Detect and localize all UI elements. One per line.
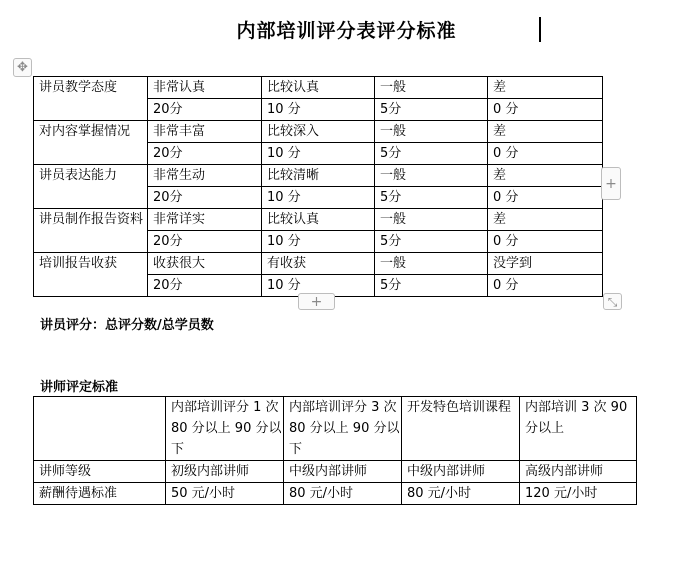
- score-cell[interactable]: 0 分: [488, 143, 603, 165]
- score-cell[interactable]: 5分: [375, 143, 488, 165]
- header-cell[interactable]: 内部培训 3 次 90 分以上: [520, 397, 637, 461]
- score-cell[interactable]: 5分: [375, 275, 488, 297]
- table-cell[interactable]: 120 元/小时: [520, 483, 637, 505]
- table-cell[interactable]: 讲师等级: [34, 461, 166, 483]
- level-cell[interactable]: 差: [488, 77, 603, 99]
- score-cell[interactable]: 10 分: [262, 231, 375, 253]
- score-cell[interactable]: 20分: [148, 275, 262, 297]
- table-cell[interactable]: 薪酬待遇标准: [34, 483, 166, 505]
- add-row-icon[interactable]: +: [298, 293, 335, 310]
- table-row: [34, 483, 637, 505]
- score-cell[interactable]: 10 分: [262, 187, 375, 209]
- score-cell[interactable]: 20分: [148, 99, 262, 121]
- level-cell[interactable]: 比较清晰: [262, 165, 375, 187]
- table-cell[interactable]: 80 元/小时: [402, 483, 520, 505]
- table-cell[interactable]: 初级内部讲师: [166, 461, 284, 483]
- document-title: 内部培训评分表评分标准: [236, 20, 457, 42]
- score-cell[interactable]: 0 分: [488, 187, 603, 209]
- table-cell[interactable]: 80 元/小时: [284, 483, 402, 505]
- score-cell[interactable]: 10 分: [262, 275, 375, 297]
- add-column-icon[interactable]: +: [601, 167, 621, 200]
- table-row: [34, 253, 603, 275]
- score-cell[interactable]: 5分: [375, 231, 488, 253]
- level-cell[interactable]: 一般: [375, 121, 488, 143]
- header-cell[interactable]: 内部培训评分 3 次 80 分以上 90 分以下: [284, 397, 402, 461]
- table-cell[interactable]: 中级内部讲师: [402, 461, 520, 483]
- table-row: [34, 77, 603, 99]
- level-cell[interactable]: 非常认真: [148, 77, 262, 99]
- score-cell[interactable]: 0 分: [488, 99, 603, 121]
- level-cell[interactable]: 一般: [375, 77, 488, 99]
- table-cell[interactable]: 50 元/小时: [166, 483, 284, 505]
- score-cell[interactable]: 5分: [375, 187, 488, 209]
- level-cell[interactable]: 差: [488, 121, 603, 143]
- table-row: [34, 121, 603, 143]
- lecturer-section-title: 讲师评定标准: [40, 380, 119, 395]
- table-row: [34, 165, 603, 187]
- level-cell[interactable]: 一般: [375, 165, 488, 187]
- level-cell[interactable]: 比较认真: [262, 77, 375, 99]
- level-cell[interactable]: 差: [488, 209, 603, 231]
- level-cell[interactable]: 非常生动: [148, 165, 262, 187]
- score-cell[interactable]: 20分: [148, 231, 262, 253]
- score-criteria-table: [33, 76, 603, 297]
- scoring-formula: 讲员评分：总评分数/总学员数: [40, 318, 214, 333]
- level-cell[interactable]: 比较深入: [262, 121, 375, 143]
- level-cell[interactable]: 非常丰富: [148, 121, 262, 143]
- level-cell[interactable]: 收获很大: [148, 253, 262, 275]
- level-cell[interactable]: 没学到: [488, 253, 603, 275]
- header-cell[interactable]: 开发特色培训课程: [402, 397, 520, 461]
- level-cell[interactable]: 非常详实: [148, 209, 262, 231]
- level-cell[interactable]: 有收获: [262, 253, 375, 275]
- level-cell[interactable]: 比较认真: [262, 209, 375, 231]
- level-cell[interactable]: 一般: [375, 209, 488, 231]
- criterion-cell[interactable]: 培训报告收获: [34, 253, 148, 297]
- score-cell[interactable]: 5分: [375, 99, 488, 121]
- table-resize-icon[interactable]: ⤡: [603, 293, 622, 310]
- score-cell[interactable]: 0 分: [488, 275, 603, 297]
- criterion-cell[interactable]: 讲员教学态度: [34, 77, 148, 121]
- text-cursor: [539, 17, 541, 42]
- table-row: [34, 461, 637, 483]
- table-row: [34, 209, 603, 231]
- score-cell[interactable]: 10 分: [262, 143, 375, 165]
- table-move-handle-icon[interactable]: ✥: [13, 58, 32, 77]
- score-cell[interactable]: 20分: [148, 187, 262, 209]
- score-cell[interactable]: 0 分: [488, 231, 603, 253]
- table-cell[interactable]: 中级内部讲师: [284, 461, 402, 483]
- header-cell[interactable]: 内部培训评分 1 次 80 分以上 90 分以下: [166, 397, 284, 461]
- table-row: [34, 397, 637, 461]
- table-cell[interactable]: 高级内部讲师: [520, 461, 637, 483]
- criterion-cell[interactable]: 对内容掌握情况: [34, 121, 148, 165]
- score-cell[interactable]: 10 分: [262, 99, 375, 121]
- score-cell[interactable]: 20分: [148, 143, 262, 165]
- lecturer-standard-table: [33, 396, 637, 505]
- level-cell[interactable]: 一般: [375, 253, 488, 275]
- level-cell[interactable]: 差: [488, 165, 603, 187]
- criterion-cell[interactable]: 讲员表达能力: [34, 165, 148, 209]
- criterion-cell[interactable]: 讲员制作报告资料: [34, 209, 148, 253]
- header-cell[interactable]: [34, 397, 166, 461]
